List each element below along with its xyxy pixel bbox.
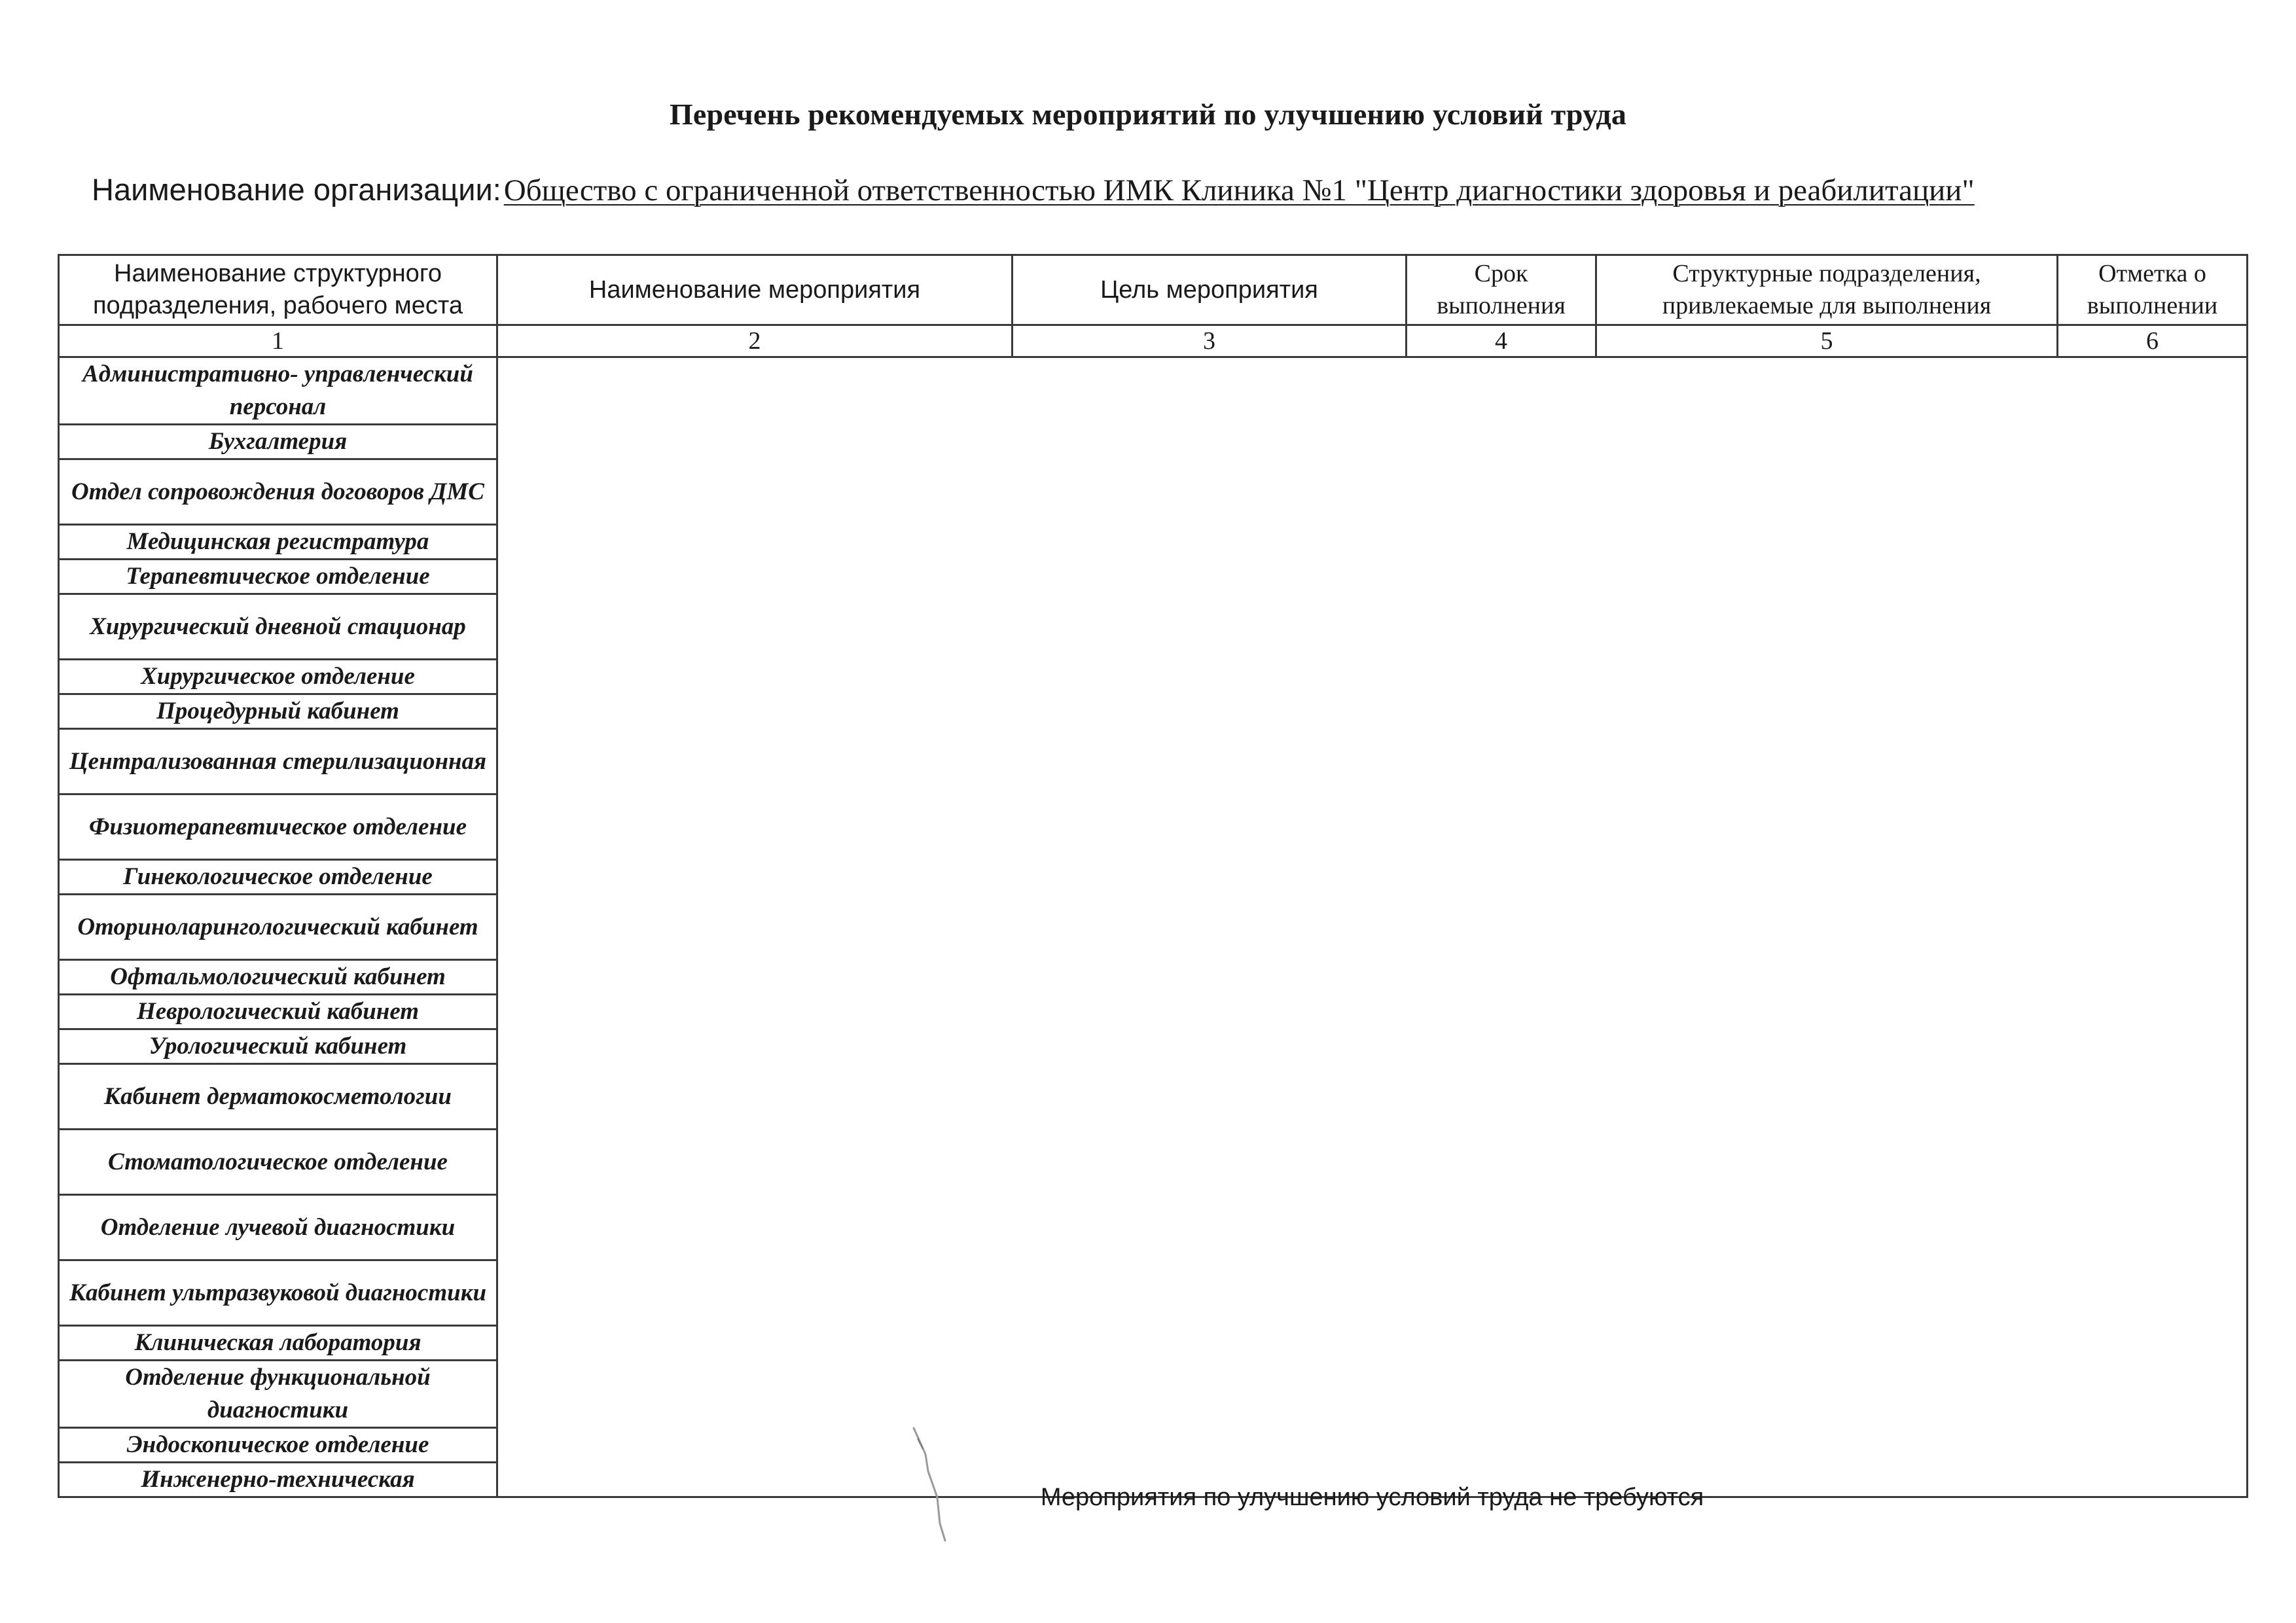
unit-name: Централизованная стерилизационная	[59, 729, 497, 794]
header-completion-mark: Отметка о выполнении	[2058, 255, 2248, 325]
column-number: 1	[59, 325, 497, 357]
table-header-row	[59, 255, 2248, 325]
unit-name: Отделение лучевой диагностики	[59, 1195, 497, 1260]
unit-name: Медицинская регистратура	[59, 525, 497, 560]
unit-name: Терапевтическое отделение	[59, 560, 497, 594]
unit-name: Инженерно-техническая	[59, 1463, 497, 1497]
unit-name: Клиническая лаборатория	[59, 1326, 497, 1361]
column-number-row	[59, 325, 2248, 357]
scan-artifact-mark	[911, 1425, 963, 1543]
header-measure-goal: Цель мероприятия	[1013, 255, 1407, 325]
column-number: 3	[1013, 325, 1407, 357]
measures-merged-cell	[497, 357, 2248, 1511]
table-row	[59, 357, 2248, 425]
unit-name: Гинекологическое отделение	[59, 860, 497, 895]
unit-name: Хирургический дневной стационар	[59, 594, 497, 660]
unit-name: Административно- управленческий персонал	[59, 357, 497, 425]
unit-name: Хирургическое отделение	[59, 660, 497, 694]
unit-name: Эндоскопическое отделение	[59, 1428, 497, 1463]
column-number: 5	[1596, 325, 2058, 357]
header-involved-units: Структурные подразделения, привлекаемые для выполнения	[1596, 255, 2058, 325]
column-number: 6	[2058, 325, 2248, 357]
unit-name: Офтальмологический кабинет	[59, 960, 497, 995]
unit-name: Стоматологическое отделение	[59, 1130, 497, 1195]
unit-name: Физиотерапевтическое отделение	[59, 794, 497, 860]
organization-name: Общество с ограниченной ответственностью ИМК Клиника №1 "Центр диагностики здоровья и реабилитации"	[503, 173, 1975, 207]
unit-name: Кабинет дерматокосметологии	[59, 1064, 497, 1130]
unit-name: Бухгалтерия	[59, 425, 497, 459]
organization-label: Наименование организации:	[92, 172, 501, 207]
document-title: Перечень рекомендуемых мероприятий по улучшению условий труда	[669, 98, 1627, 131]
header-deadline: Срок выполнения	[1407, 255, 1596, 325]
unit-name: Отделение функциональной диагностики	[59, 1361, 497, 1428]
column-number: 2	[497, 325, 1013, 357]
column-number: 4	[1407, 325, 1596, 357]
unit-name: Отдел сопровождения договоров ДМС	[59, 459, 497, 525]
unit-name: Процедурный кабинет	[59, 694, 497, 729]
unit-name: Урологический кабинет	[59, 1029, 497, 1064]
organization-line	[92, 171, 1975, 208]
measures-table	[58, 254, 2248, 1511]
unit-name: Кабинет ультразвуковой диагностики	[59, 1260, 497, 1326]
unit-name: Неврологический кабинет	[59, 995, 497, 1029]
header-measure-name: Наименование мероприятия	[497, 255, 1013, 325]
measures-note: Мероприятия по улучшению условий труда не требуются	[1040, 1483, 1704, 1511]
unit-name: Оториноларингологический кабинет	[59, 895, 497, 960]
header-unit: Наименование структурного подразделения, рабочего места	[59, 255, 497, 325]
